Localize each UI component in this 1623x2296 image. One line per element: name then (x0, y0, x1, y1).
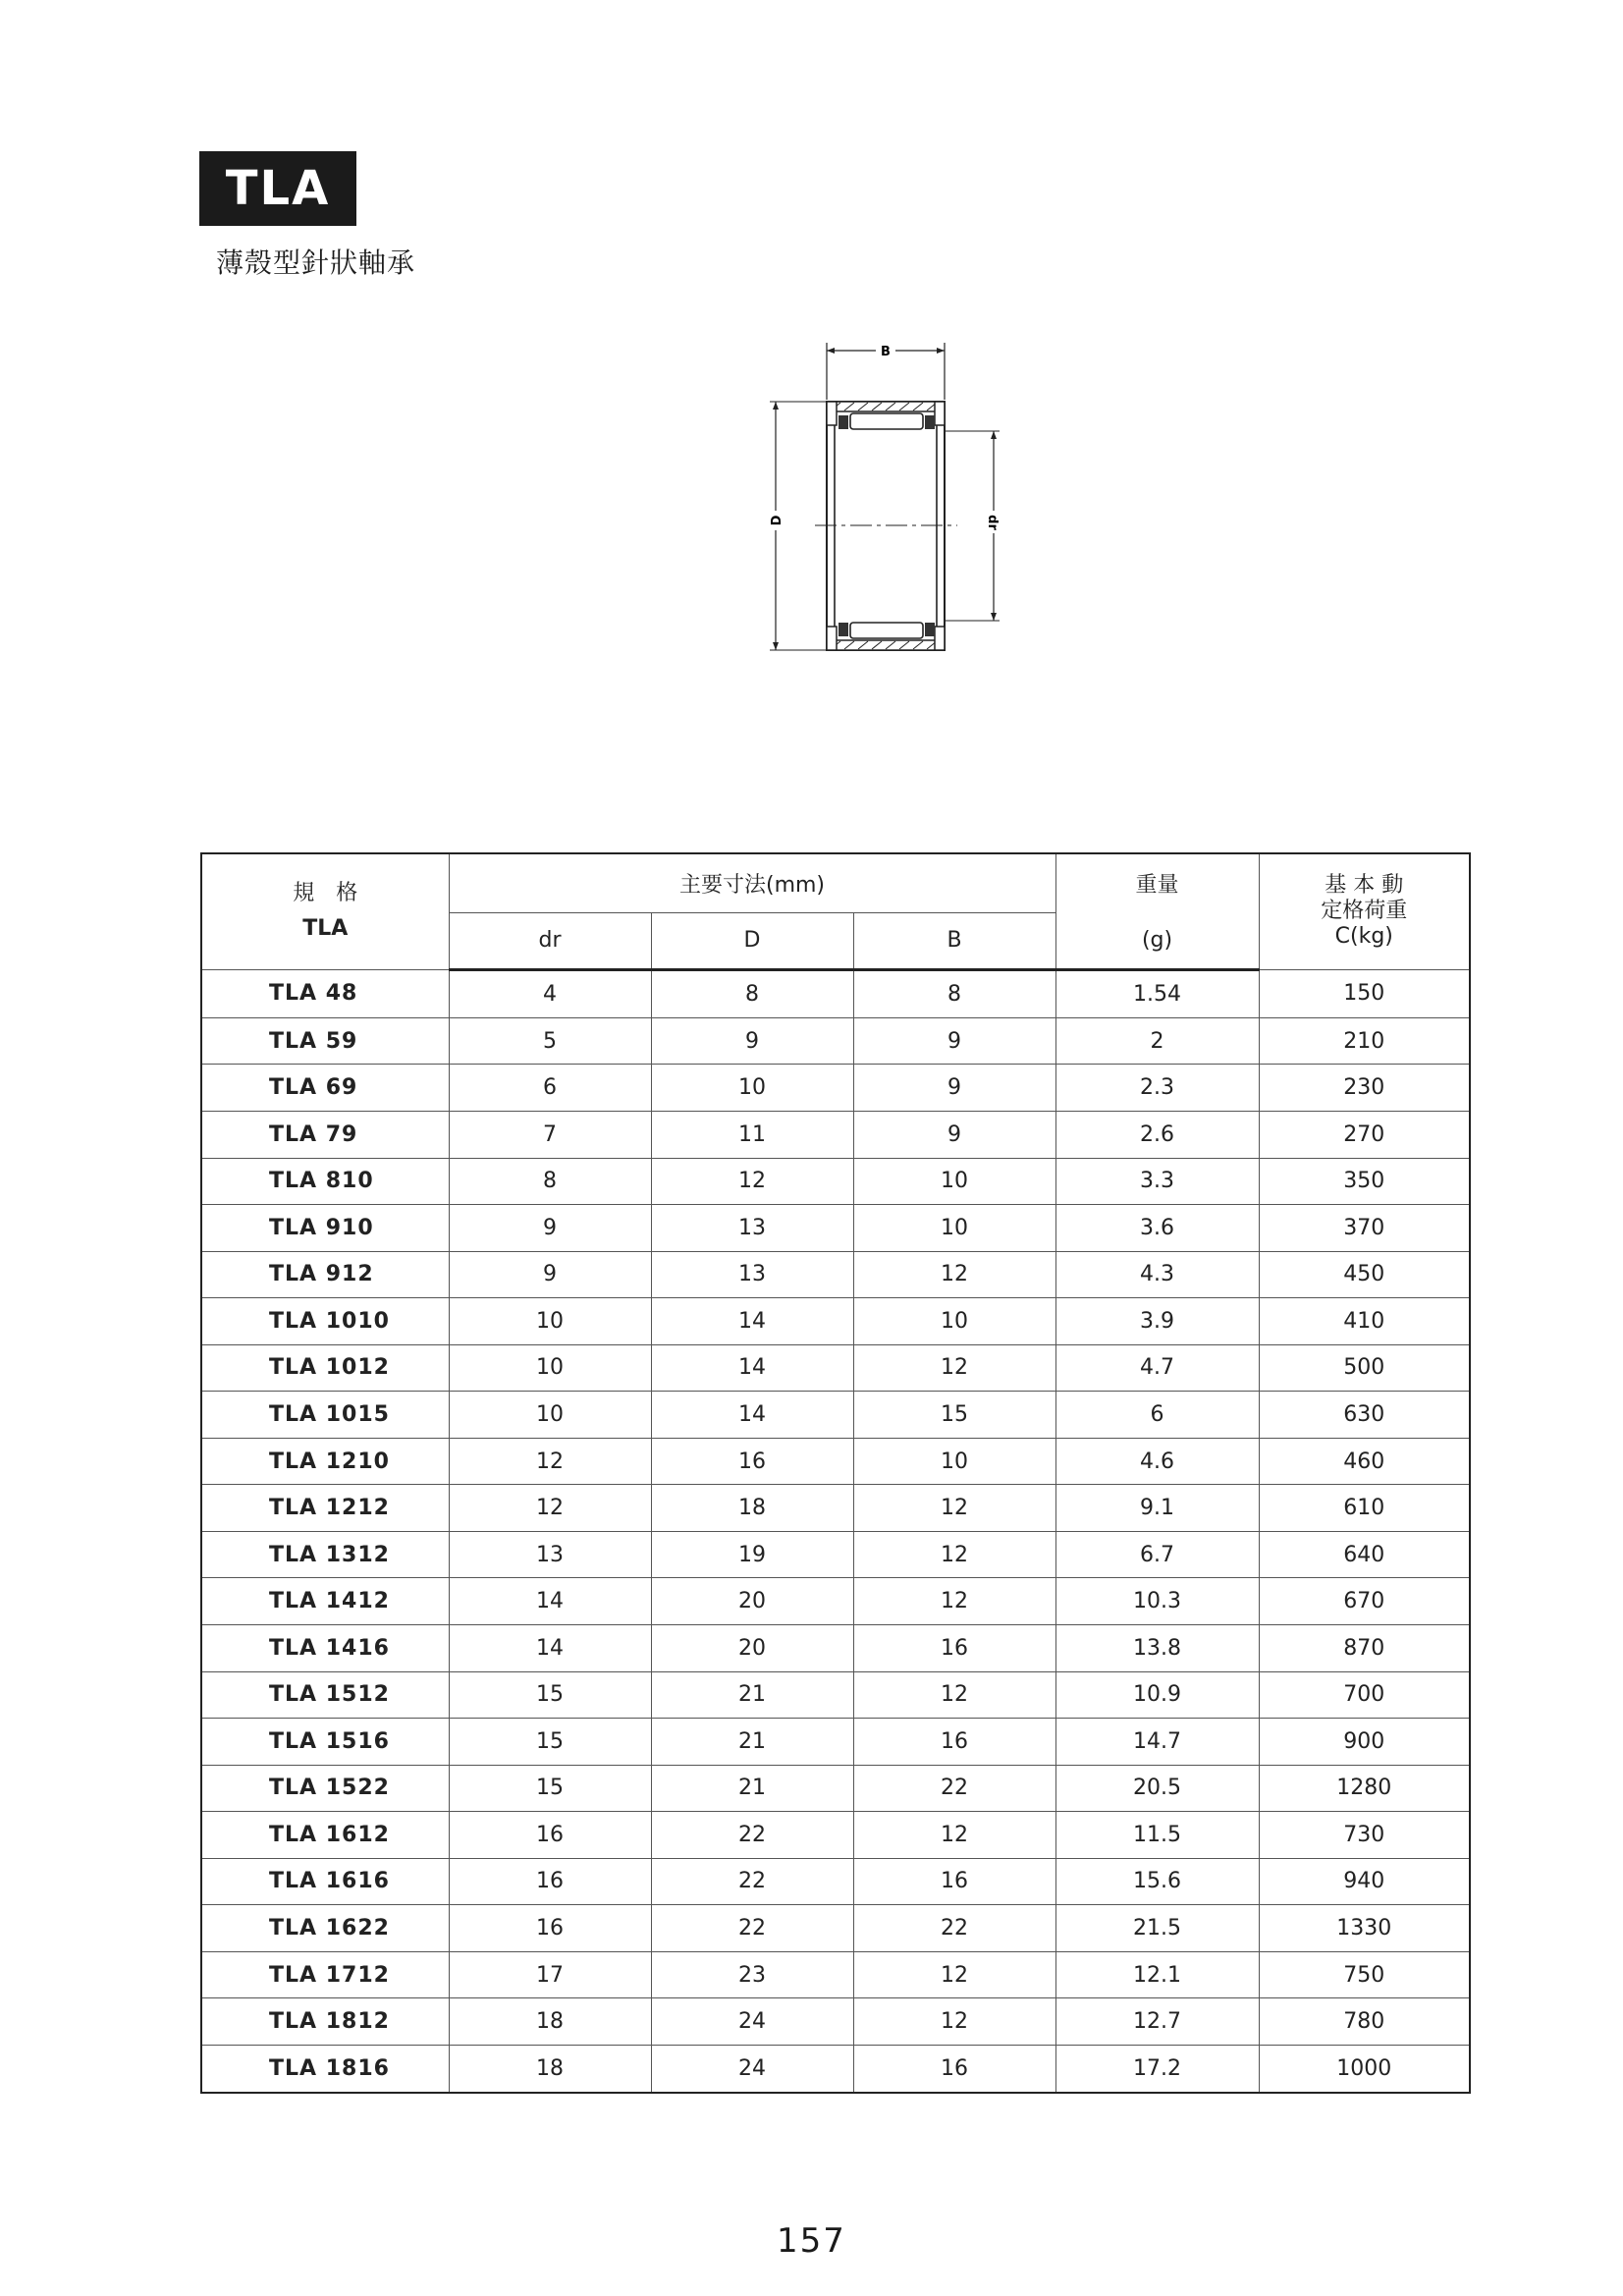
cell-B: 12 (853, 1251, 1055, 1298)
cell-weight: 2.3 (1055, 1065, 1259, 1112)
table-row (201, 1017, 1470, 1065)
cell-weight: 10.3 (1055, 1578, 1259, 1625)
cell-D: 21 (651, 1671, 853, 1719)
cell-dr: 10 (449, 1344, 651, 1392)
page-number: 157 (777, 2221, 846, 2261)
cell-load: 730 (1259, 1812, 1470, 1859)
table-row (201, 1812, 1470, 1859)
cell-D: 11 (651, 1111, 853, 1158)
series-badge: TLA (199, 151, 356, 226)
cell-model: TLA 48 (201, 969, 449, 1017)
cell-dr: 7 (449, 1111, 651, 1158)
table-row (201, 1624, 1470, 1671)
cell-model: TLA 1416 (201, 1624, 449, 1671)
header-spec-cell (201, 853, 449, 969)
cell-load: 350 (1259, 1158, 1470, 1205)
table-row (201, 1765, 1470, 1812)
cell-dr: 15 (449, 1719, 651, 1766)
cell-weight: 12.1 (1055, 1951, 1259, 1998)
cell-B: 16 (853, 2045, 1055, 2093)
header-B: B (853, 912, 1055, 969)
cell-load: 610 (1259, 1485, 1470, 1532)
cell-load: 1000 (1259, 2045, 1470, 2093)
cell-load: 1280 (1259, 1765, 1470, 1812)
header-load-line1: 基 本 動 (1325, 873, 1404, 899)
cell-weight: 9.1 (1055, 1485, 1259, 1532)
table-row (201, 1858, 1470, 1905)
cell-model: TLA 1012 (201, 1344, 449, 1392)
cell-B: 9 (853, 1111, 1055, 1158)
cell-dr: 9 (449, 1205, 651, 1252)
cell-D: 10 (651, 1065, 853, 1112)
cell-dr: 16 (449, 1905, 651, 1952)
cell-load: 940 (1259, 1858, 1470, 1905)
header-main-dimensions: 主要寸法(mm) (449, 853, 1055, 912)
cell-weight: 13.8 (1055, 1624, 1259, 1671)
cell-B: 9 (853, 1017, 1055, 1065)
cell-model: TLA 810 (201, 1158, 449, 1205)
cell-model: TLA 1412 (201, 1578, 449, 1625)
header-spec-series: TLA (302, 916, 349, 942)
cell-B: 12 (853, 1485, 1055, 1532)
cell-dr: 5 (449, 1017, 651, 1065)
cell-model: TLA 79 (201, 1111, 449, 1158)
cell-D: 14 (651, 1392, 853, 1439)
cell-dr: 15 (449, 1765, 651, 1812)
cell-D: 22 (651, 1812, 853, 1859)
cell-weight: 4.3 (1055, 1251, 1259, 1298)
cell-D: 21 (651, 1719, 853, 1766)
cell-B: 16 (853, 1624, 1055, 1671)
cell-weight: 3.3 (1055, 1158, 1259, 1205)
cell-dr: 17 (449, 1951, 651, 1998)
cell-dr: 8 (449, 1158, 651, 1205)
table-row (201, 1158, 1470, 1205)
table-row (201, 1251, 1470, 1298)
cell-B: 16 (853, 1719, 1055, 1766)
dimension-label-B: B (881, 345, 891, 359)
cell-load: 750 (1259, 1951, 1470, 1998)
cell-D: 14 (651, 1298, 853, 1345)
cell-model: TLA 1212 (201, 1485, 449, 1532)
cell-D: 24 (651, 1998, 853, 2046)
cell-model: TLA 1612 (201, 1812, 449, 1859)
table-row (201, 1671, 1470, 1719)
bearing-cross-section-diagram (756, 339, 1051, 663)
cell-B: 15 (853, 1392, 1055, 1439)
cell-D: 20 (651, 1578, 853, 1625)
cell-dr: 10 (449, 1392, 651, 1439)
cell-B: 12 (853, 1951, 1055, 1998)
cell-model: TLA 1712 (201, 1951, 449, 1998)
cell-dr: 14 (449, 1624, 651, 1671)
cell-model: TLA 1516 (201, 1719, 449, 1766)
cell-weight: 10.9 (1055, 1671, 1259, 1719)
specification-table (200, 852, 1471, 2094)
cell-load: 700 (1259, 1671, 1470, 1719)
cell-weight: 4.7 (1055, 1344, 1259, 1392)
cell-B: 22 (853, 1765, 1055, 1812)
cell-D: 19 (651, 1531, 853, 1578)
cell-D: 13 (651, 1205, 853, 1252)
cell-D: 18 (651, 1485, 853, 1532)
cell-dr: 15 (449, 1671, 651, 1719)
cell-dr: 6 (449, 1065, 651, 1112)
cell-B: 16 (853, 1858, 1055, 1905)
cell-weight: 17.2 (1055, 2045, 1259, 2093)
cell-weight: 2.6 (1055, 1111, 1259, 1158)
table-row (201, 1344, 1470, 1392)
cell-D: 23 (651, 1951, 853, 1998)
cell-model: TLA 910 (201, 1205, 449, 1252)
header-load-line2: 定格荷重 (1321, 899, 1408, 924)
cell-load: 270 (1259, 1111, 1470, 1158)
cell-B: 10 (853, 1158, 1055, 1205)
cell-B: 10 (853, 1205, 1055, 1252)
cell-load: 500 (1259, 1344, 1470, 1392)
table-row (201, 2045, 1470, 2093)
cell-weight: 1.54 (1055, 969, 1259, 1017)
cell-model: TLA 1622 (201, 1905, 449, 1952)
cell-load: 1330 (1259, 1905, 1470, 1952)
cell-D: 9 (651, 1017, 853, 1065)
cell-B: 12 (853, 1531, 1055, 1578)
cell-load: 640 (1259, 1531, 1470, 1578)
table-row (201, 1438, 1470, 1485)
cell-D: 24 (651, 2045, 853, 2093)
cell-D: 12 (651, 1158, 853, 1205)
cell-B: 10 (853, 1298, 1055, 1345)
cell-weight: 12.7 (1055, 1998, 1259, 2046)
cell-model: TLA 1522 (201, 1765, 449, 1812)
cell-load: 900 (1259, 1719, 1470, 1766)
cell-B: 12 (853, 1578, 1055, 1625)
cell-weight: 3.6 (1055, 1205, 1259, 1252)
cell-load: 150 (1259, 969, 1470, 1017)
cell-D: 22 (651, 1858, 853, 1905)
cell-model: TLA 1312 (201, 1531, 449, 1578)
cell-weight: 6.7 (1055, 1531, 1259, 1578)
cell-B: 22 (853, 1905, 1055, 1952)
cell-dr: 18 (449, 2045, 651, 2093)
cell-dr: 14 (449, 1578, 651, 1625)
cell-dr: 4 (449, 969, 651, 1017)
cell-model: TLA 1512 (201, 1671, 449, 1719)
cell-B: 8 (853, 969, 1055, 1017)
cell-B: 12 (853, 1344, 1055, 1392)
cell-dr: 9 (449, 1251, 651, 1298)
table-row (201, 969, 1470, 1017)
header-D: D (651, 912, 853, 969)
cell-D: 22 (651, 1905, 853, 1952)
cell-model: TLA 1210 (201, 1438, 449, 1485)
cell-load: 450 (1259, 1251, 1470, 1298)
cell-dr: 13 (449, 1531, 651, 1578)
cell-model: TLA 59 (201, 1017, 449, 1065)
cell-load: 460 (1259, 1438, 1470, 1485)
cell-D: 20 (651, 1624, 853, 1671)
cell-model: TLA 1010 (201, 1298, 449, 1345)
cell-model: TLA 1816 (201, 2045, 449, 2093)
cell-D: 14 (651, 1344, 853, 1392)
table-row (201, 1205, 1470, 1252)
header-spec-label: 規 格 (293, 881, 358, 906)
table-row (201, 1065, 1470, 1112)
dimension-label-dr: dr (985, 515, 1000, 530)
table-row (201, 1578, 1470, 1625)
header-weight-unit: (g) (1055, 912, 1259, 969)
cell-B: 12 (853, 1998, 1055, 2046)
cell-model: TLA 1812 (201, 1998, 449, 2046)
cell-D: 16 (651, 1438, 853, 1485)
cell-weight: 6 (1055, 1392, 1259, 1439)
table-row (201, 1998, 1470, 2046)
cell-model: TLA 912 (201, 1251, 449, 1298)
table-row (201, 1531, 1470, 1578)
cell-D: 21 (651, 1765, 853, 1812)
cell-dr: 12 (449, 1485, 651, 1532)
cell-D: 8 (651, 969, 853, 1017)
bearing-type-subtitle: 薄殼型針狀軸承 (216, 246, 416, 279)
cell-load: 670 (1259, 1578, 1470, 1625)
cell-dr: 16 (449, 1858, 651, 1905)
header-weight: 重量 (1055, 853, 1259, 912)
header-basic-dynamic-load (1259, 853, 1470, 969)
cell-B: 9 (853, 1065, 1055, 1112)
cell-weight: 15.6 (1055, 1858, 1259, 1905)
cell-load: 210 (1259, 1017, 1470, 1065)
cell-model: TLA 1015 (201, 1392, 449, 1439)
cell-weight: 3.9 (1055, 1298, 1259, 1345)
table-row (201, 1951, 1470, 1998)
cell-model: TLA 1616 (201, 1858, 449, 1905)
cell-weight: 4.6 (1055, 1438, 1259, 1485)
table-row (201, 1111, 1470, 1158)
header-load-line3: C(kg) (1334, 924, 1393, 950)
cell-weight: 20.5 (1055, 1765, 1259, 1812)
cell-B: 10 (853, 1438, 1055, 1485)
cell-dr: 16 (449, 1812, 651, 1859)
cell-model: TLA 69 (201, 1065, 449, 1112)
table-row (201, 1392, 1470, 1439)
cell-weight: 11.5 (1055, 1812, 1259, 1859)
cell-load: 630 (1259, 1392, 1470, 1439)
cell-D: 13 (651, 1251, 853, 1298)
cell-weight: 21.5 (1055, 1905, 1259, 1952)
cell-dr: 12 (449, 1438, 651, 1485)
dimension-label-D: D (770, 515, 784, 526)
cell-load: 870 (1259, 1624, 1470, 1671)
table-row (201, 1298, 1470, 1345)
cell-load: 370 (1259, 1205, 1470, 1252)
cell-weight: 14.7 (1055, 1719, 1259, 1766)
cell-load: 410 (1259, 1298, 1470, 1345)
cell-load: 230 (1259, 1065, 1470, 1112)
cell-dr: 10 (449, 1298, 651, 1345)
table-row (201, 1905, 1470, 1952)
header-dr: dr (449, 912, 651, 969)
cell-load: 780 (1259, 1998, 1470, 2046)
cell-B: 12 (853, 1812, 1055, 1859)
table-row (201, 1719, 1470, 1766)
cell-weight: 2 (1055, 1017, 1259, 1065)
cell-dr: 18 (449, 1998, 651, 2046)
table-row (201, 1485, 1470, 1532)
cell-B: 12 (853, 1671, 1055, 1719)
